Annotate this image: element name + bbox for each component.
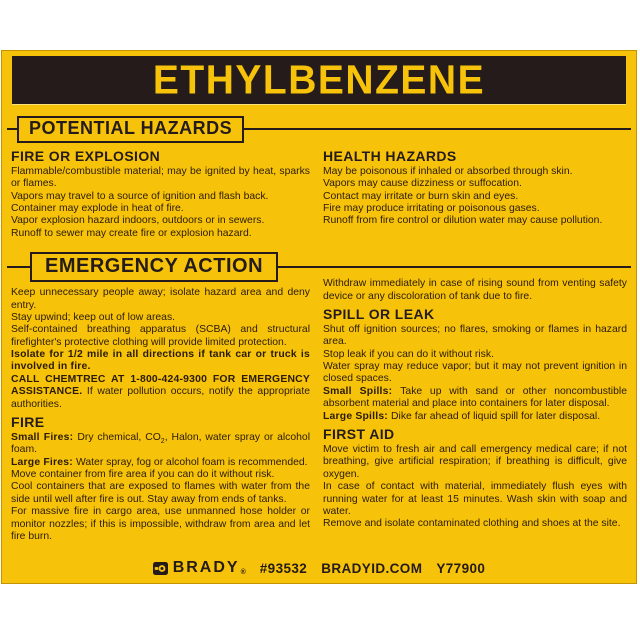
stock-code: Y77900	[436, 560, 486, 576]
small-fires-pre: Dry chemical, CO	[77, 431, 161, 443]
fire-heading: FIRE	[11, 413, 45, 430]
health-hazards-line: May be poisonous if inhaled or absorbed through skin.	[323, 165, 573, 177]
chemical-name-banner	[12, 56, 626, 104]
small-fires-label: Small Fires:	[11, 431, 78, 443]
isolate-warning-text: Isolate for 1/2 mile in all directions if tank car or truck is involved in fire.	[11, 349, 310, 373]
health-hazards-line: Vapors may cause dizziness or suffocation.	[323, 178, 522, 190]
spill-line: Water spray may reduce vapor; but it may not prevent ignition in closed spaces.	[323, 361, 627, 385]
small-fires	[11, 432, 310, 457]
brand-name: BRADY	[172, 559, 240, 576]
health-hazards-heading: HEALTH HAZARDS	[323, 147, 457, 164]
emergency-line: Self-contained breathing apparatus (SCBA) and structural firefighter's protective clothing will provide limited protection.	[11, 324, 310, 348]
first-aid-line: Remove and isolate contaminated clothing and shoes at the site.	[323, 518, 621, 530]
health-hazards-line: Runoff from fire control or dilution water may cause pollution.	[323, 215, 603, 227]
fire-explosion-line: Vapor explosion hazard indoors, outdoors or in sewers.	[11, 215, 265, 227]
rule-left-dash	[7, 266, 30, 268]
fire-explosion-line: Vapors may travel to a source of ignition and flash back.	[11, 190, 269, 202]
emergency-action-columns	[11, 278, 627, 543]
large-spills	[323, 411, 627, 423]
fire-explosion-line: Container may explode in heat of fire.	[11, 203, 184, 215]
chemtrec-notice	[11, 374, 310, 411]
potential-hazards-columns	[11, 148, 627, 240]
potential-hazards-heading: POTENTIAL HAZARDS	[17, 116, 244, 143]
health-hazards-section	[323, 148, 627, 240]
chemical-name: ETHYLBENZENE	[152, 57, 486, 103]
large-fires	[11, 457, 310, 469]
emergency-action-left-column	[11, 287, 310, 543]
emergency-action-right-column	[323, 278, 627, 543]
emergency-line: Stay upwind; keep out of low areas.	[11, 311, 176, 323]
rule-right-line	[278, 266, 631, 268]
fire-line: Move container from fire area if you can do it without risk.	[11, 469, 275, 481]
small-spills-text: Take up with sand or other noncombustible absorbent material and place into containers for later disposal.	[323, 385, 627, 410]
fire-or-explosion-heading: FIRE OR EXPLOSION	[11, 147, 161, 164]
rule-right-line	[244, 128, 631, 130]
large-spills-label: Large Spills:	[323, 410, 392, 422]
rule-left-dash	[7, 128, 17, 130]
spill-line: Shut off ignition sources; no flares, smoking or flames in hazard area.	[323, 323, 627, 348]
small-spills-label: Small Spills:	[323, 385, 401, 397]
large-fires-text: Water spray, fog or alcohol foam is recommended.	[75, 456, 308, 468]
spill-line: Stop leak if you can do it without risk.	[323, 348, 494, 360]
small-spills	[323, 386, 627, 411]
first-aid-line: Move victim to fresh air and call emergency medical care; if not breathing, give artificial respiration; if breathing is difficult, give oxygen.	[323, 444, 627, 480]
spill-or-leak-heading: SPILL OR LEAK	[323, 305, 435, 322]
emergency-action-heading: EMERGENCY ACTION	[30, 252, 278, 282]
fire-line: Cool containers that are exposed to flames with water from the side until well after fire is out. Stay away from ends of tanks.	[11, 481, 310, 505]
first-aid-heading: FIRST AID	[323, 425, 395, 442]
first-aid-line: In case of contact with material, immediately flush eyes with running water for at least 15 minutes. Wash skin with soap and water.	[323, 481, 627, 517]
chemtrec-bold-text: CALL CHEMTREC AT 1-800-424-9300 FOR EMERGENCY ASSISTANCE.	[11, 373, 310, 398]
website: BRADYID.COM	[321, 560, 423, 576]
fire-explosion-line: Runoff to sewer may create fire or explosion hazard.	[11, 227, 252, 239]
emergency-line: Keep unnecessary people away; isolate hazard area and deny entry.	[11, 287, 310, 311]
isolate-warning	[11, 349, 310, 374]
health-hazards-line: Fire may produce irritating or poisonous gases.	[323, 203, 540, 215]
withdraw-notice: Withdraw immediately in case of rising sound from venting safety device or any discoloration of tank due to fire.	[323, 278, 627, 302]
potential-hazards-bar	[7, 116, 631, 143]
registered-trademark-symbol: ®	[240, 569, 246, 576]
fire-explosion-line: Flammable/combustible material; may be ignited by heat, sparks or flames.	[11, 165, 310, 190]
health-hazards-line: Contact may irritate or burn skin and eyes.	[323, 190, 519, 202]
brady-logo-icon	[153, 562, 168, 575]
co2-subscript: 2	[160, 438, 165, 446]
fire-line: For massive fire in cargo area, use unmanned hose holder or monitor nozzles; if this is impossible, withdraw from area and let fire burn.	[11, 506, 310, 542]
part-number: #93532	[259, 560, 308, 576]
large-fires-label: Large Fires:	[11, 456, 76, 468]
large-spills-text: Dike far ahead of liquid spill for later disposal.	[391, 410, 601, 422]
fire-or-explosion-section	[11, 148, 310, 240]
chemtrec-rest-text: If water pollution occurs, notify the appropriate authorities.	[11, 386, 310, 410]
hazmat-label	[1, 50, 637, 584]
small-fires-rest: , Halon, water spray or alcohol foam.	[11, 431, 311, 456]
footer	[2, 558, 636, 578]
